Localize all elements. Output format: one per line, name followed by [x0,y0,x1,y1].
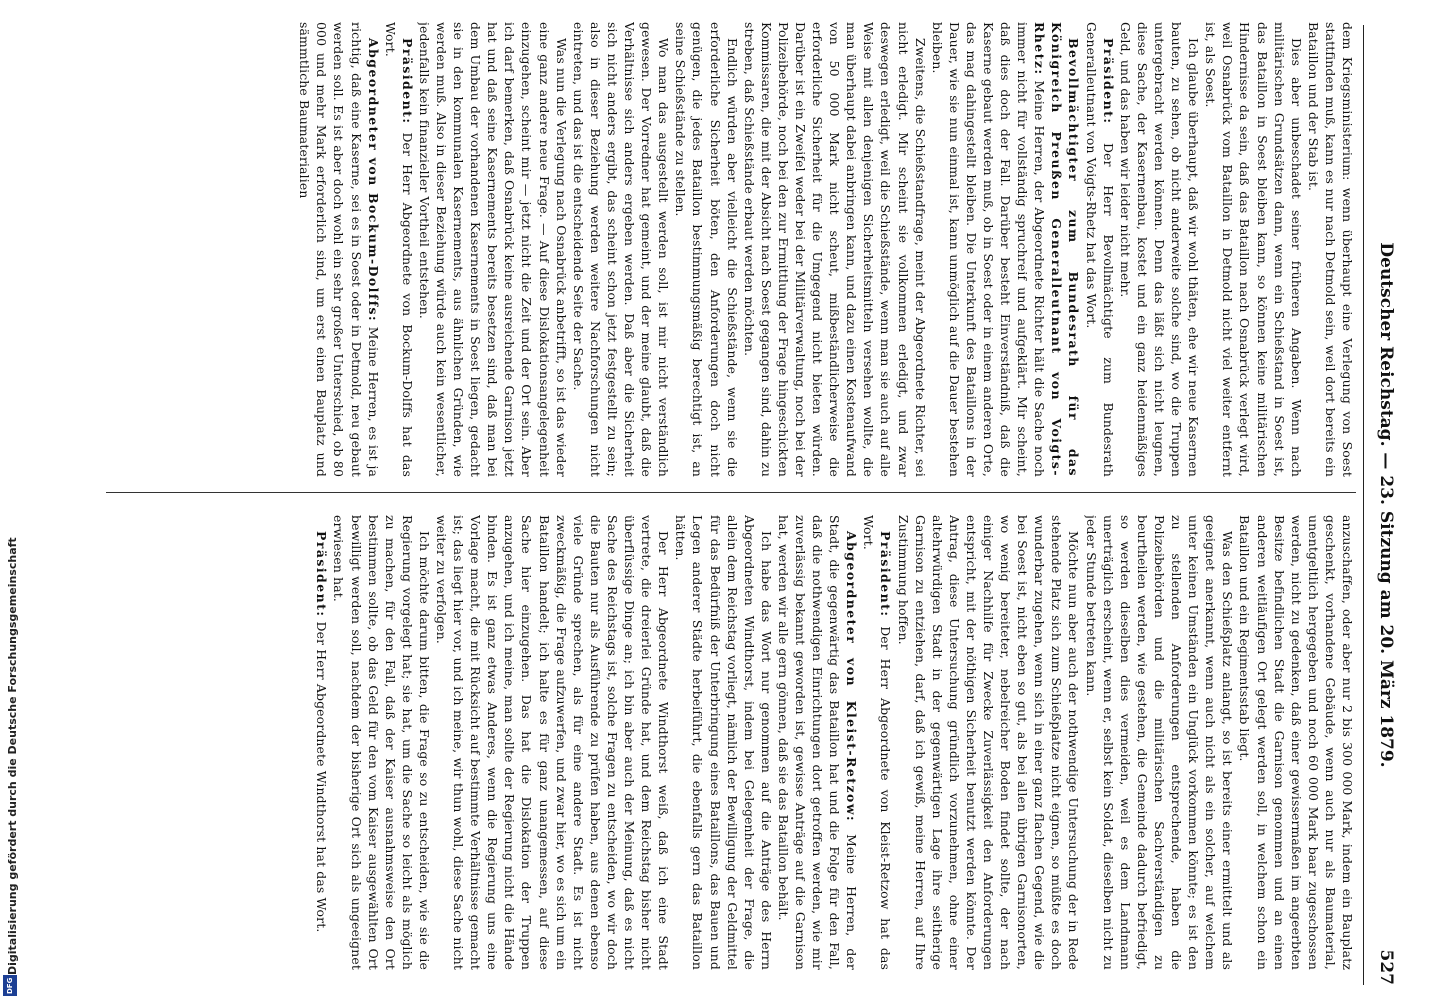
paragraph: anzuschaffen, oder aber nur 2 bis 300 000 Mark, indem ein Bauplatz geschenkt, vorhandene Gebäude, wenn auch nur als Baumaterial, unentgeltlich hergegeben und noch 60 000 Mark baar zugeschossen werden, nicht zu gedenken, daß einer gewissermaßen im angeerbten Besitze befindlichen Stadt die Garnison genommen und an einen anderen weitläufigen Ort gelegt werden soll, in welchem schon ein Bataillon und ein Regimentsstab liegt. [1237,515,1355,970]
paragraph: Ich glaube überhaupt, daß wir wohl thäten, ehe wir neue Kasernen bauten, zu sehen, ob nicht anderweite solche sind, wo die Truppen untergebracht werden können. Denn das läßt sich nicht leugnen, diese Sache, der Kasernenbau, kostet und ein ganz heidenmäßiges Geld, und das haben wir leider nicht mehr. [1117,22,1202,477]
page-header [1363,25,1404,985]
column-divider [106,492,1356,493]
paragraph: Ich habe das Wort nur genommen auf die Anträge des Herrn Abgeordneten Windthorst, indem bei Gelegenheit der Frage, die allein dem Reichstag vorliegt, nämlich der Bewilligung der Geldmittel für das Bedürfniß der Unterbringung eines Bataillons, das Bauen und Legen anderer Städte herbeiführt, die ebenfalls gern das Bataillon hätten. [673,515,774,970]
speaker-paragraph [860,515,894,970]
speaker-paragraph [1083,22,1117,477]
paragraph: dem Kriegsministerium: wenn überhaupt eine Verlegung von Soest stattfinden muß, kann es nur nach Detmold sein, weil dort bereits ein Bataillon und der Stab ist. [1305,22,1355,477]
paragraph: Dies aber unbeschadet seiner früheren Angaben. Wenn nach militärischen Grundsätzen dann, wenn ein Schießstand in Soest ist, das Bataillon in Soest bleiben kann, so können keine militärischen Hindernisse da sein, daß das Bataillon nach Osnabrück verlegt wird, weil Osnabrück vom Bataillon in Detmold nicht viel weiter entfernt ist, als Soest. [1203,22,1304,477]
speaker-name: Präsident: [878,531,894,618]
speech-text: Meine Herren, der Abgeordnete Richter hält die Sache noch immer nicht für vollständig spruchreif und aufgeklärt. Mir scheint, daß dies doch der Fall. Darüber besteht Einverständniß, daß die Kaserne gebaut werden muß, ob in Soest oder in einem anderen Orte, das mag dahingestellt bleiben. Die Unterkunft des Bataillons in der Dauer, wie sie nun einmal ist, kann unmöglich auf die Dauer bestehen bleiben. [929,22,1048,477]
paragraph: Möchte nun aber auch der nothwendige Untersuchung der in Rede stehende Platz sich zum Schießplatze nicht eignen, so müßte es doch wunderbar zugehen, wenn sich in einer ganz flachen Gegend, wie die bei Soest ist, nicht eben so gut, als bei allen übrigen Garnisonorten, wo wenig bereiteter, nebelreicher Boden findet sollte, der nach einiger Nachhilfe für Zwecke Zuverlässigkeit den Anforderungen entspricht, mit der nöthigen Sicherheit benutzt werden könnte. Der Antrag, diese Untersuchung gründlich vorzunehmen, ohne einer altehrwürdigen Stadt in der gegenwärtigen Lage ihre seitherige Garnison zu entziehen, darf, daß ich gewiß, meine Herren, auf Ihre Zustimmung hoffen. [895,515,1082,970]
speaker-name: Abgeordneter von Bockum-Dolffs: [365,38,381,323]
speaker-paragraph [296,22,381,477]
paragraph: Was den Schießplatz anlangt, so ist bereits einer ermittelt und als geeignet anerkannt, wenn auch nicht als ein solcher, auf welchem unter keinen Umständen ein Unglück vorkommen könnte; es ist den zu stellenden Anforderungen entsprechende, haben die Polizeibehörden und die militärischen Sachverständigen zu beurtheilen werden, wie gestehen, die Gemeinde dadurch befriedigt, so werden dieselben dies vermeiden, weil es dem Landmann unerträglich erscheint, wenn er, selbst kein Soldat, dieselben nicht zu jeder Stunde betreten kann. [1083,515,1236,970]
paragraph: Was nun die Verlegung nach Osnabrück anbetrifft, so ist das wieder eine ganz andere neue Frage. — Auf diese Dislokationsangelegenheit einzugehen, scheint mir — jetzt nicht die Zeit und der Ort sein. Aber ich darf bemerken, daß Osnabrück keine ausreichende Garnison jetzt hat und daß seine Kasernements bereits besetzen sind, daß man bei dem Umbau der vorhandenen Kasernements in Soest liegen, gedacht sie in den kommunalen Kasernements, aus ähnlichen Gründen, wie werden muß. Also in dieser Beziehung würde auch kein wesentlicher, jedenfalls kein finanzieller Vortheil entstehen. [416,22,569,477]
paragraph: Zweitens, die Schießstandfrage, meint der Abgeordnete Richter, sei nicht erledigt. Mir scheint sie vollkommen erledigt, und zwar deswegen erledigt, weil die Schießstände, wenn man sie auch auf alle Weise mit allen denjenigen Sicherheitsmitteln versehen wollte, die man überhaupt dabei anbringen kann, und dazu einen Kostenaufwand von 50 000 Mark nicht scheut, mißbeständlicherweise die erforderliche Sicherheit für die Umgegend nicht bieten würden. Darüber ist ein Zweifel weder bei der Militärverwaltung, noch bei der Polizeibehörde, noch bei den zur Ermittlung der Frage hingeschickten Kommissaren, die mit der Absicht nach Soest gegangen sind, dahin zu streben, daß Schießstände erbaut werden möchten. [741,22,928,477]
paragraph: Wo man das ausgestellt werden soll, ist mir nicht verständlich gewesen. Der Vorredner hat gemeint, und der meine glaubt, daß die Verhältnisse sich anders ergeben werden. Daß aber die Sicherheit sich nicht anders ergibt, das scheint schon jetzt festgestellt zu sein; also in dieser Beziehung werden weitere Nachforschungen nicht eintreten, und das ist die entscheidende Seite der Sache. [570,22,672,477]
speaker-paragraph [775,515,860,970]
speaker-name: Bevollmächtigter zum Bundesrath für das Königreich Preußen Generalleutnant von Voigts-Rhetz: [1032,22,1082,477]
speaker-paragraph [313,515,330,970]
speaker-paragraph [929,22,1083,477]
speech-text: Meine Herren, es ist ja richtig, daß eine Kaserne, sei es in Soest oder in Detmold, neu gebaut werden soll. Es ist aber doch wohl ein sehr großer Unterschied, ob 80 000 und mehr Mark erforderlich sind, um erst einen Bauplatz und sämmtliche Baumaterialien [297,22,381,477]
left-column [106,22,1356,477]
credit-sidebar [0,0,20,1000]
speaker-paragraph [382,22,416,477]
paragraph: Der Herr Abgeordnete Windthorst weiß, daß ich eine Stadt vertrete, die dreierlei Gründe hat, und dem Reichstag bisher nicht überflüssige Dinge an; ich bin aber auch der Meinung, daß es nicht Sache des Reichstags ist, solche Fragen zu entscheiden, wo wir doch die Bauten nur als Ausführende zu prüfen haben, aus denen ebenso viele Gründe sprechen, als für eine andere Stadt. Es ist nicht zweckmäßig, die Frage aufzuwerfen, und zwar hier, wo es sich um ein Bataillon handelt; ich halte es für ganz unangemessen, auf diese Sache hier einzugehen. Das hat die Dislokation der Truppen anzugehen, und ich meine, man sollte der Regierung nicht die Hände binden. Es ist ganz etwas Anderes, wenn die Regierung uns eine Vorlage macht, die mit Rücksicht auf bestimmte Verhältnisse gemacht ist; das liegt hier vor, und ich meine, wir thun wohl, diese Sache nicht weiter zu verfolgen. [434,515,672,970]
speech-text: Der Herr Abgeordnete von Bockum-Dolffs hat das Wort. [382,22,415,477]
speech-text: Der Herr Abgeordnete Windthorst hat das Wort. [314,621,330,933]
speaker-name: Präsident: [314,531,330,618]
right-column [106,515,1356,970]
speaker-name: Präsident: [399,38,415,125]
speaker-name: Abgeordneter von Kleist-Retzow: [844,531,860,823]
page-number: 527 [1376,949,1396,985]
speech-text: Der Herr Abgeordnete von Kleist-Retzow hat das Wort. [861,515,894,970]
digitization-credit: Digitalisierung gefördert durch die Deutsche Forschungsgemeinschaft [6,537,19,975]
document-page [104,0,1404,1000]
dfg-logo: DFG [3,975,17,996]
page-title: Deutscher Reichstag. — 23. Sitzung am 20. März 1879. [1376,242,1396,768]
paragraph: Endlich würden aber vielleicht die Schießstände, wenn sie die erforderliche Sicherheit böten, den Anforderungen doch nicht genügen, die jedes Bataillon bestimmungsmäßig berechtigt ist, an seine Schießstände zu stellen. [673,22,740,477]
speaker-name: Präsident: [1100,38,1116,125]
speech-text: Der Herr Bevollmächtigte zum Bundesrath Generalleutnant von Voigts-Rhetz hat das Wort. [1083,22,1116,477]
speech-text: Meine Herren, der Stadt, die gegenwärtig das Bataillon hat und die Folge für den Fall, daß die nothwendigen Einrichtungen dort getroffen werden, wie mir zuverlässig bekannt geworden ist, gewisse Anträge auf die Garnison hat, werden wir alle gern gönnen, daß sie das Bataillon behält. [775,515,860,970]
paragraph: Ich möchte darum bitten, die Frage so zu entscheiden, wie sie die Regierung vorgelegt hat; sie hat, um die Sache so leicht als möglich zu machen, für den Fall, daß der Kaiser ausnahmsweise den Ort bestimmen sollte, ob das Geld für den vom Kaiser ausgewählten Ort bewilligt werden soll, nachdem der bisherige Ort sich als ungeeignet erwiesen hat. [331,515,432,970]
